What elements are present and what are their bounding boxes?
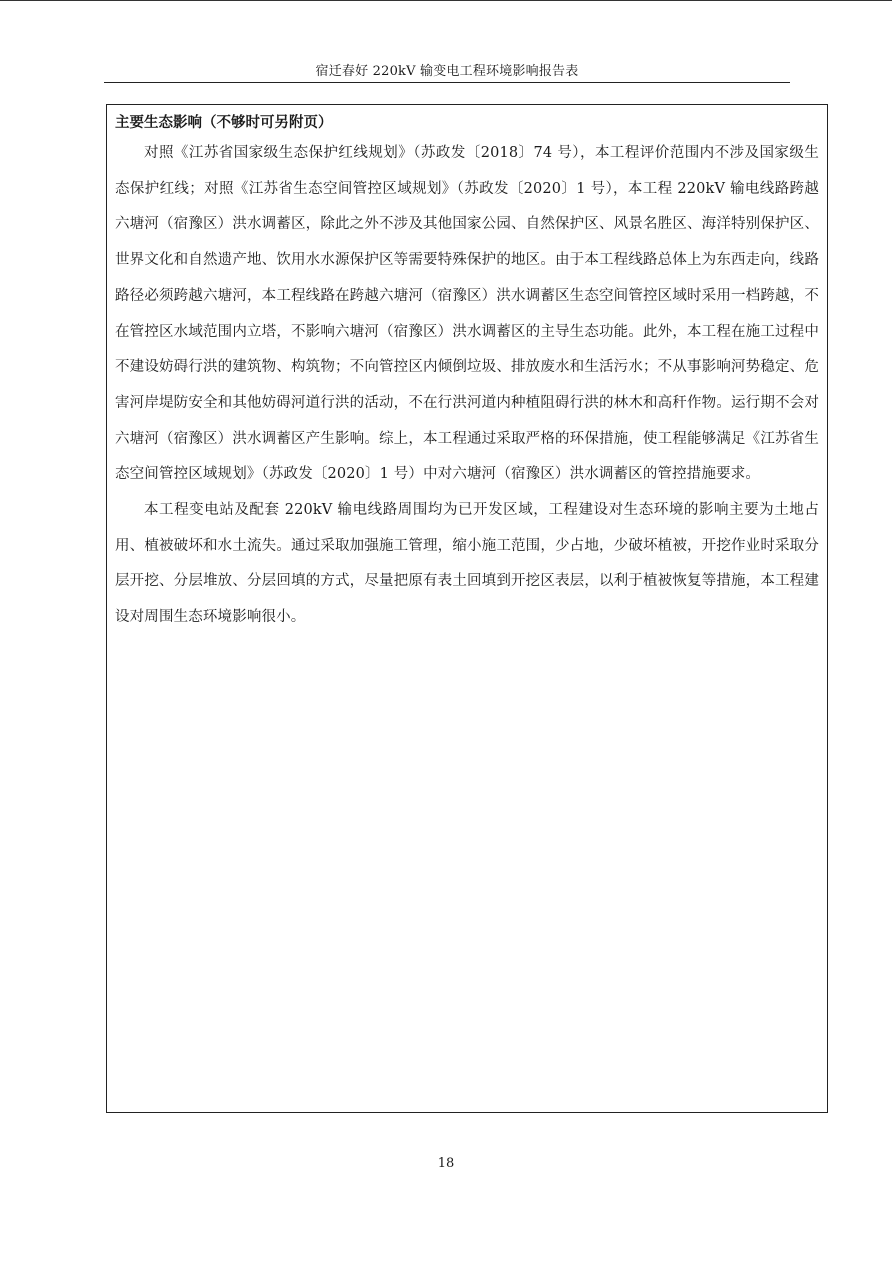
running-header: 宿迁春好 220kV 输变电工程环境影响报告表 (315, 64, 579, 79)
header-divider (104, 82, 790, 83)
page-top-edge-line (0, 0, 892, 1)
section-title: 主要生态影响（不够时可另附页） (115, 115, 333, 131)
content-table-cell (106, 104, 828, 1113)
paragraph-construction-impact: 本工程变电站及配套 220kV 输电线路周围均为已开发区域，工程建设对生态环境的影响主要为土地占用、植被破坏和水土流失。通过采取加强施工管理，缩小施工范围，少占地，少破坏植被，开挖作业时采取分层开挖、分层堆放、分层回填的方式，尽量把原有表土回填到开挖区表层，以利于植被恢复等措施，本工程建设对周围生态环境影响很小。 (115, 502, 819, 626)
page-number: 18 (437, 1156, 455, 1171)
paragraph-ecological-redline: 对照《江苏省国家级生态保护红线规划》（苏政发〔2018〕74 号），本工程评价范围内不涉及国家级生态保护红线；对照《江苏省生态空间管控区域规划》（苏政发〔2020〕1 号），本工程 220kV 输电线路跨越六塘河（宿豫区）洪水调蓄区，除此之外不涉及其他国家公园、自然保护区、风景名胜区、海洋特别保护区、世界文化和自然遗产地、饮用水水源保护区等需要特殊保护的地区。由于本工程线路总体上为东西走向，线路路径必须跨越六塘河，本工程线路在跨越六塘河（宿豫区）洪水调蓄区生态空间管控区域时采用一档跨越，不在管控区水域范围内立塔，不影响六塘河（宿豫区）洪水调蓄区的主导生态功能。此外，本工程在施工过程中不建设妨碍行洪的建筑物、构筑物；不向管控区内倾倒垃圾、排放废水和生活污水；不从事影响河势稳定、危害河岸堤防安全和其他妨碍河道行洪的活动，不在行洪河道内种植阻碍行洪的林木和高秆作物。运行期不会对六塘河（宿豫区）洪水调蓄区产生影响。综上，本工程通过采取严格的环保措施，使工程能够满足《江苏省生态空间管控区域规划》（苏政发〔2020〕1 号）中对六塘河（宿豫区）洪水调蓄区的管控措施要求。 (115, 145, 819, 483)
